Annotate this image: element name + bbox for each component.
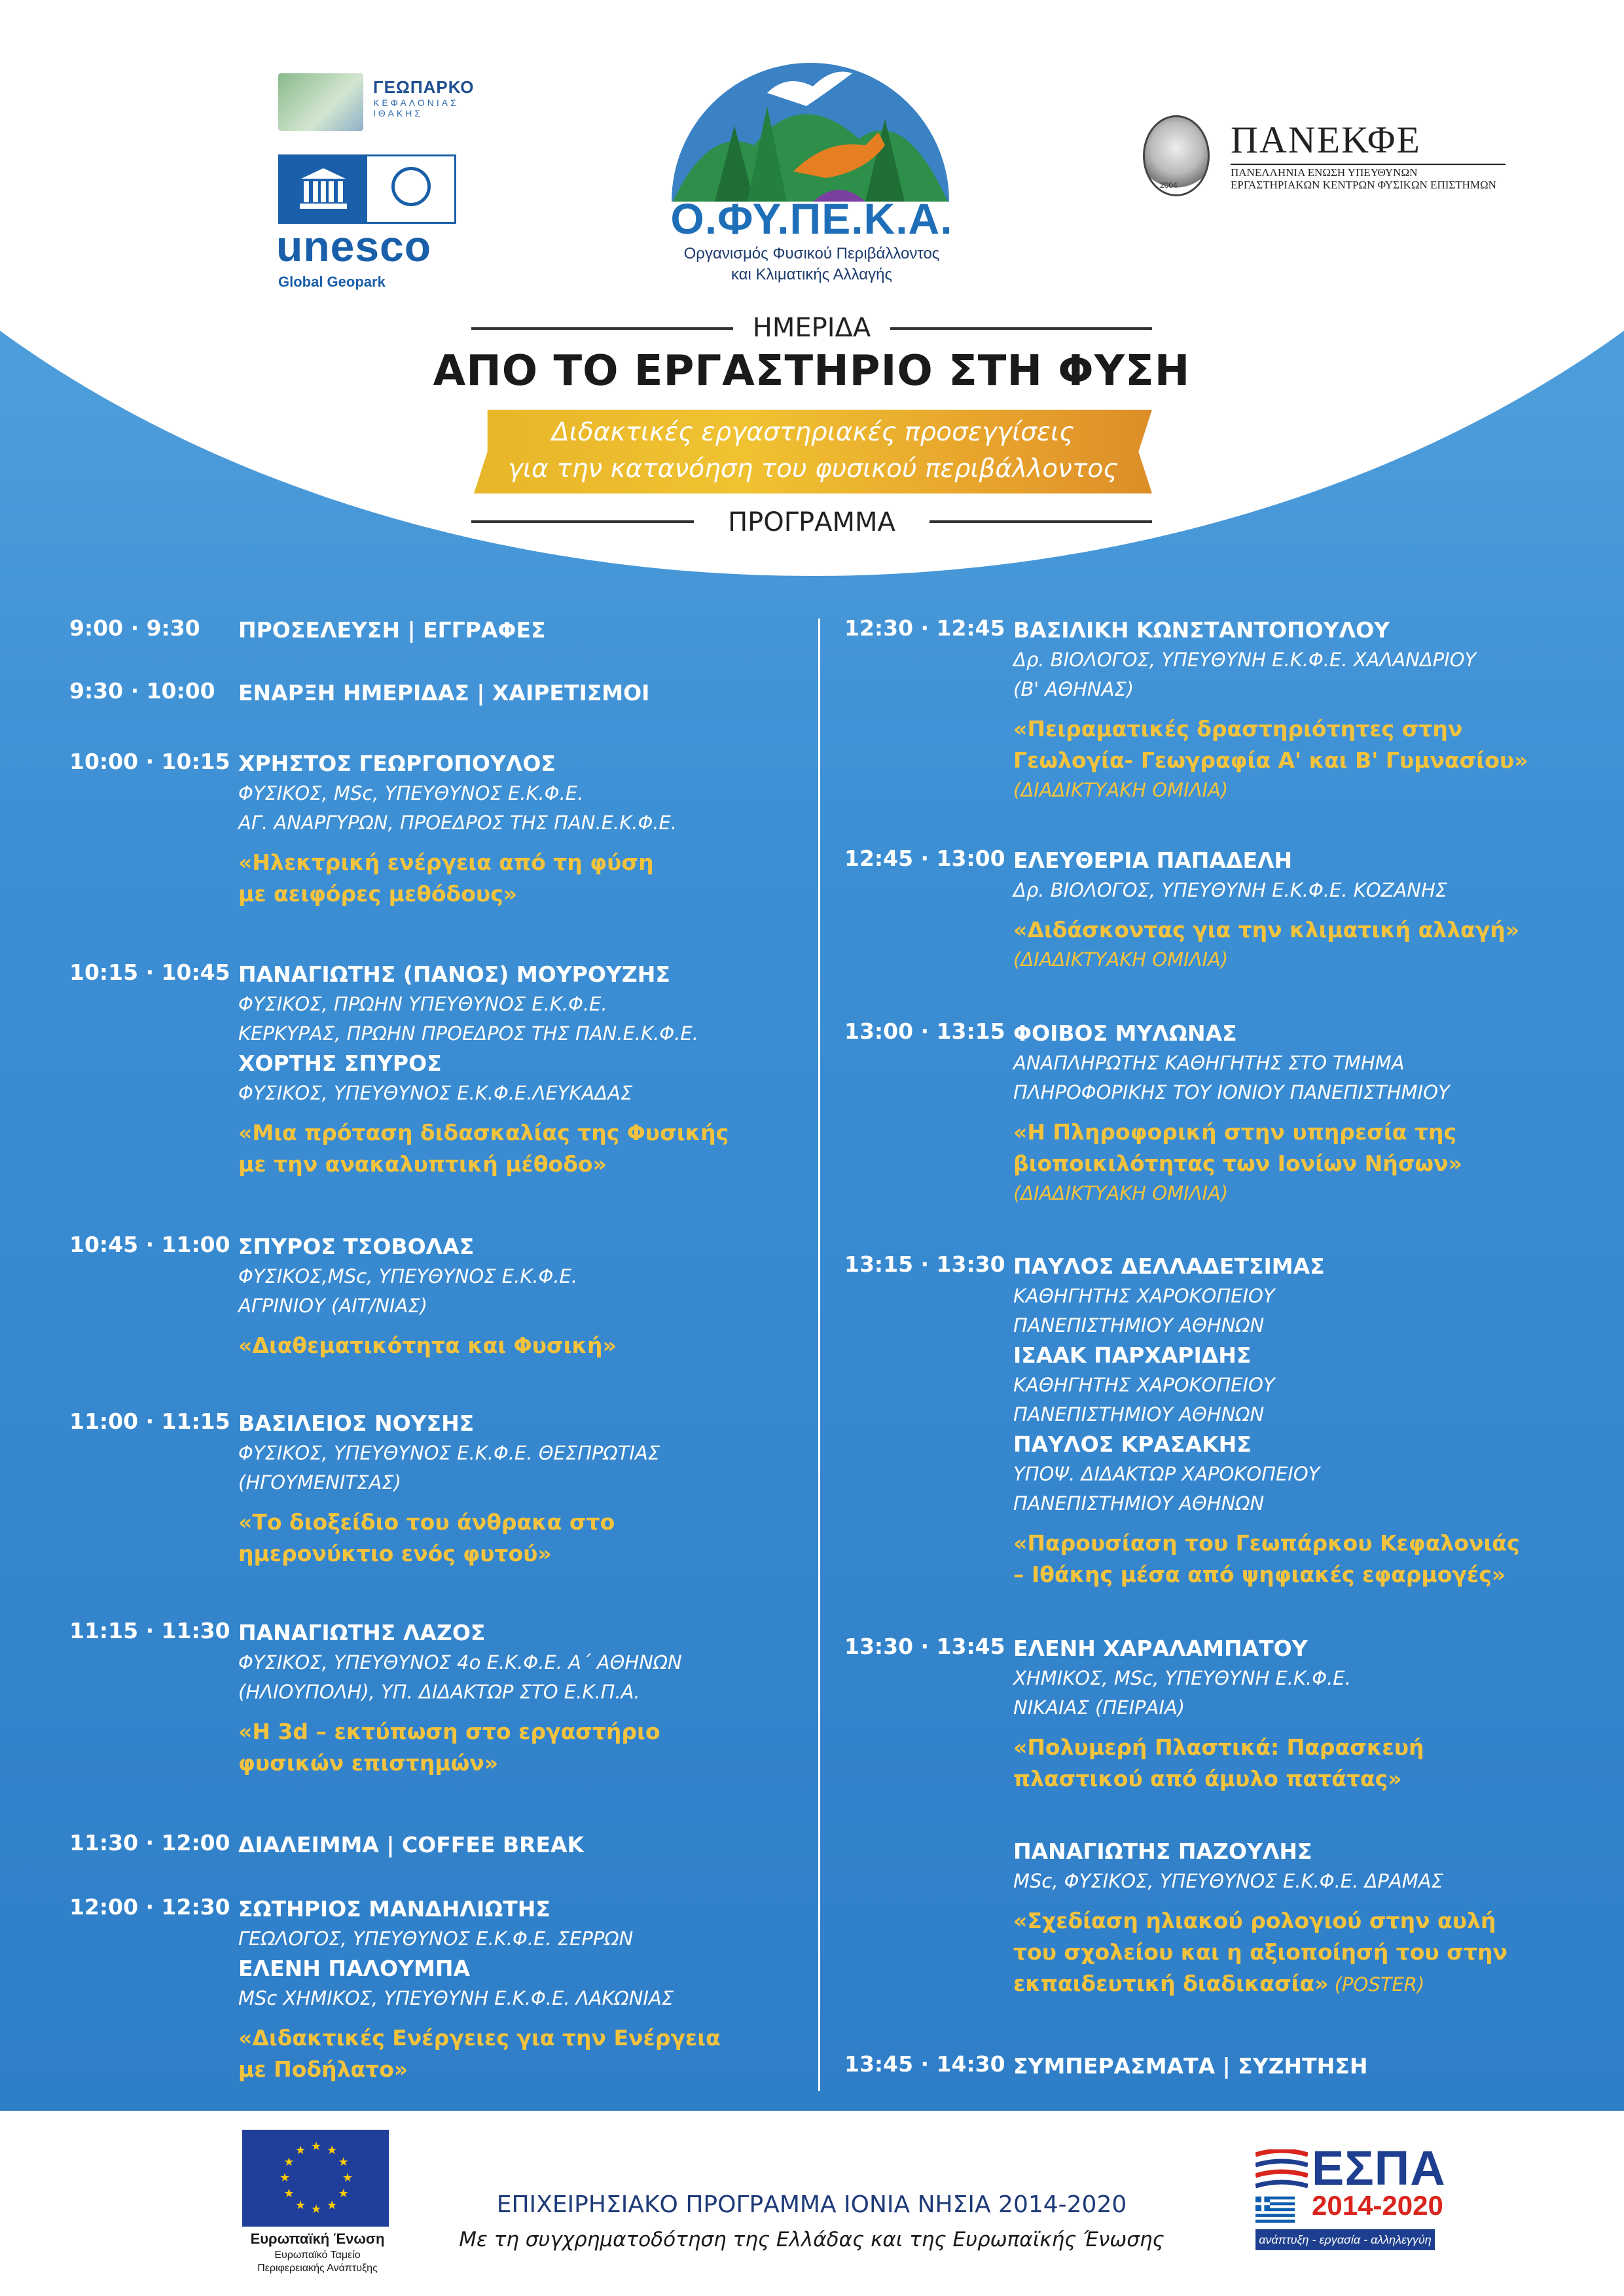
entry-text: ΠΑΝΕΠΙΣΤΗΜΙΟΥ ΑΘΗΝΩΝ: [1013, 1403, 1265, 1426]
talk-title: [1013, 1732, 1602, 1763]
entry-text: «Διδακτικές Ενέργειες για την Ενέργεια: [238, 2025, 721, 2051]
unesco-subtitle: Global Geopark: [278, 274, 386, 290]
entry-text: με Ποδήλατο»: [238, 2056, 408, 2082]
event-type: ΗΜΕΡΙΔΑ: [752, 313, 871, 343]
entry-text: ΕΝΑΡΞΗ ΗΜΕΡΙΔΑΣ | ΧΑΙΡΕΤΙΣΜΟΙ: [238, 680, 650, 706]
entry-text: «Η Πληροφορική στην υπηρεσία της: [1013, 1119, 1457, 1145]
speaker-affiliation: [1013, 1371, 1602, 1400]
speaker-affiliation: [238, 1468, 827, 1498]
talk-title: [238, 2022, 827, 2054]
entry-text: με αειφόρες μεθόδους»: [238, 881, 518, 906]
entry-text: ΚΑΘΗΓΗΤΗΣ ΧΑΡΟΚΟΠΕΙΟΥ: [1013, 1285, 1275, 1307]
entry-text: ΑΝΑΠΛΗΡΩΤΗΣ ΚΑΘΗΓΗΤΗΣ ΣΤΟ ΤΜΗΜΑ: [1013, 1052, 1405, 1074]
entry-text: ΠΑΥΛΟΣ ΔΕΛΛΑΔΕΤΣΙΜΑΣ: [1013, 1253, 1325, 1279]
entry-text: «Η 3d – εκτύπωση στο εργαστήριο: [238, 1719, 660, 1744]
entry-text: ΦΥΣΙΚΟΣ, ΥΠΕΥΘΥΝΟΣ Ε.Κ.Φ.Ε. ΘΕΣΠΡΩΤΙΑΣ: [238, 1442, 660, 1464]
entry-text: «Πολυμερή Πλαστικά: Παρασκευή: [1013, 1734, 1424, 1760]
speaker-affiliation: [1013, 1489, 1602, 1518]
entry-text: MSc, ΦΥΣΙΚΟΣ, ΥΠΕΥΘΥΝΟΣ Ε.Κ.Φ.Ε. ΔΡΑΜΑΣ: [1013, 1870, 1443, 1892]
speaker-name: [238, 1894, 827, 1924]
talk-title: [1013, 1763, 1602, 1795]
talk-title: [238, 1538, 827, 1570]
entry-text: ΧΗΜΙΚΟΣ, MSc, ΥΠΕΥΘΥΝΗ Ε.Κ.Φ.Ε.: [1013, 1667, 1351, 1689]
entry-body: [238, 1232, 827, 1361]
entry-text: ΠΑΝΑΓΙΩΤΗΣ ΛΑΖΟΣ: [238, 1620, 486, 1645]
panekfe-subtitle-line1: ΠΑΝΕΛΛΗΝΙΑ ΕΝΩΣΗ ΥΠΕΥΘΥΝΩΝ: [1231, 166, 1418, 179]
speaker-affiliation: [1013, 1400, 1602, 1429]
eu-star-icon: ★: [327, 2198, 338, 2212]
speaker-affiliation: [238, 1079, 827, 1108]
speaker-affiliation: [1013, 645, 1602, 675]
speaker-name: [238, 1408, 827, 1439]
title-rule-right: [890, 327, 1152, 330]
entry-text: (Β' ΑΘΗΝΑΣ): [1013, 678, 1134, 700]
entry-text: ΣΥΜΠΕΡΑΣΜΑΤΑ | ΣΥΖΗΤΗΣΗ: [1013, 2053, 1368, 2079]
entry-text: ΦΥΣΙΚΟΣ, ΥΠΕΥΘΥΝΟΣ 4ο Ε.Κ.Φ.Ε. Α΄ ΑΘΗΝΩΝ: [238, 1651, 682, 1674]
entry-text: ΧΡΗΣΤΟΣ ΓΕΩΡΓΟΠΟΥΛΟΣ: [238, 751, 556, 776]
entry-text: «Διδάσκοντας για την κλιματική αλλαγή»: [1013, 917, 1520, 942]
entry-text: ΣΠΥΡΟΣ ΤΣΟΒΟΛΑΣ: [238, 1234, 475, 1259]
speaker-affiliation: [238, 1677, 827, 1707]
speaker-affiliation: [238, 1648, 827, 1677]
speaker-affiliation: [238, 1439, 827, 1468]
entry-text: «Παρουσίαση του Γεωπάρκου Κεφαλονιάς: [1013, 1530, 1520, 1556]
entry-text: ΕΛΕΝΗ ΧΑΡΑΛΑΜΠΑΤΟΥ: [1013, 1636, 1308, 1661]
speaker-affiliation: [238, 1291, 827, 1321]
talk-title: [238, 1748, 827, 1779]
talk-title: [238, 1716, 827, 1748]
entry-body: [238, 749, 827, 910]
speaker-affiliation: [238, 1924, 827, 1954]
entry-body: [1013, 846, 1602, 973]
entry-body: [1013, 1251, 1602, 1590]
eu-label: Ευρωπαϊκή Ένωση: [250, 2231, 385, 2247]
entry-text: με την ανακαλυπτική μέθοδο»: [238, 1151, 607, 1177]
entry-body: [1013, 1634, 1602, 1795]
talk-title: [238, 1117, 827, 1149]
geopark-line1: ΓΕΩΠΑΡΚΟ: [373, 77, 475, 97]
entry-text: ΚΕΡΚΥΡΑΣ, ΠΡΩΗΝ ΠΡΟΕΔΡΟΣ ΤΗΣ ΠΑΝ.Ε.Κ.Φ.Ε.: [238, 1022, 698, 1045]
page-title: ΑΠΟ ΤΟ ΕΡΓΑΣΤΗΡΙΟ ΣΤΗ ΦΥΣΗ: [433, 347, 1191, 395]
entry-text: ΠΑΝΕΠΙΣΤΗΜΙΟΥ ΑΘΗΝΩΝ: [1013, 1314, 1265, 1336]
eu-fund-line1: Ευρωπαϊκό Ταμείο: [274, 2250, 361, 2261]
entry-body: [1013, 615, 1602, 804]
entry-time: 10:00 · 10:15: [69, 749, 230, 774]
speaker-affiliation: [1013, 1867, 1602, 1896]
entry-text: ΠΑΥΛΟΣ ΚΡΑΣΑΚΗΣ: [1013, 1431, 1252, 1457]
talk-title: [1013, 1528, 1602, 1559]
entry-text: (ΗΛΙΟΥΠΟΛΗ), ΥΠ. ΔΙΔΑΚΤΩΡ ΣΤΟ Ε.Κ.Π.Α.: [238, 1681, 640, 1703]
talk-note: (POSTER): [1328, 1973, 1425, 1996]
speaker-name: [238, 1954, 827, 1984]
ofypeka-emblem-icon: [669, 47, 952, 202]
geopark-ring-icon: [391, 167, 431, 206]
entry-text: Δρ. ΒΙΟΛΟΓΟΣ, ΥΠΕΥΘΥΝΗ Ε.Κ.Φ.Ε. ΧΑΛΑΝΔΡΙΟΥ: [1013, 649, 1477, 671]
eu-star-icon: ★: [338, 2187, 349, 2200]
entry-body: [238, 1830, 827, 1860]
speaker-name: [1013, 1634, 1602, 1664]
eu-star-icon: ★: [295, 2144, 306, 2158]
speaker-name: [1013, 1837, 1602, 1867]
entry-time: 9:00 · 9:30: [69, 615, 200, 641]
entry-body: [1013, 1018, 1602, 1207]
entry-text: «Το διοξείδιο του άνθρακα στο: [238, 1509, 615, 1535]
entry-text: ΦΥΣΙΚΟΣ,MSc, ΥΠΕΥΘΥΝΟΣ Ε.Κ.Φ.Ε.: [238, 1265, 578, 1287]
speaker-name: [1013, 2051, 1602, 2081]
eu-fund: [223, 2249, 412, 2275]
speaker-name: [1013, 846, 1602, 876]
speaker-affiliation: [1013, 1282, 1602, 1311]
entry-text: ΠΑΝΑΓΙΩΤΗΣ ΠΑΖΟΥΛΗΣ: [1013, 1839, 1312, 1864]
espa-tagline: ανάπτυξη - εργασία - αλληλεγγύη: [1255, 2229, 1435, 2250]
speaker-name: [1013, 1251, 1602, 1282]
speaker-affiliation: [238, 779, 827, 808]
entry-body: [238, 615, 827, 645]
talk-title: [238, 847, 827, 878]
entry-time: 11:15 · 11:30: [69, 1618, 230, 1643]
entry-text: «Σχεδίαση ηλιακού ρολογιού στην αυλή: [1013, 1908, 1496, 1933]
entry-text: (ΔΙΑΔΙΚΤΥΑΚΗ ΟΜΙΛΙΑ): [1013, 1182, 1229, 1204]
panekfe-year: 2004: [1160, 181, 1178, 190]
geopark-line2: ΚΕΦΑΛΟΝΙΑΣ: [373, 98, 459, 108]
ofypeka-subtitle: [655, 243, 969, 285]
speaker-affiliation: [1013, 675, 1602, 704]
entry-time: 12:30 · 12:45: [844, 615, 1005, 641]
entry-time: 13:00 · 13:15: [844, 1018, 1005, 1044]
speaker-name: [238, 678, 827, 708]
entry-body: [238, 678, 827, 708]
speaker-affiliation: [1013, 1664, 1602, 1693]
entry-text: ΠΛΗΡΟΦΟΡΙΚΗΣ ΤΟΥ ΙΟΝΙΟΥ ΠΑΝΕΠΙΣΤΗΜΙΟΥ: [1013, 1081, 1450, 1103]
operational-program: ΕΠΙΧΕΙΡΗΣΙΑΚΟ ΠΡΟΓΡΑΜΜΑ ΙΟΝΙΑ ΝΗΣΙΑ 2014-2020: [496, 2191, 1127, 2218]
entry-text: ΥΠΟΨ. ΔΙΔΑΚΤΩΡ ΧΑΡΟΚΟΠΕΙΟΥ: [1013, 1463, 1320, 1485]
entry-body: [1013, 1837, 1602, 2000]
talk-title: [238, 1507, 827, 1538]
entry-text: (ΗΓΟΥΜΕΝΙΤΣΑΣ): [238, 1471, 401, 1494]
speaker-affiliation: [238, 1262, 827, 1291]
entry-text: ΑΓ. ΑΝΑΡΓΥΡΩΝ, ΠΡΟΕΔΡΟΣ ΤΗΣ ΠΑΝ.Ε.Κ.Φ.Ε.: [238, 812, 677, 834]
entry-text: ΑΓΡΙΝΙΟΥ (ΑΙΤ/ΝΙΑΣ): [238, 1295, 427, 1317]
program-label: ΠΡΟΓΡΑΜΜΑ: [728, 507, 895, 537]
entry-text: MSc ΧΗΜΙΚΟΣ, ΥΠΕΥΘΥΝΗ Ε.Κ.Φ.Ε. ΛΑΚΩΝΙΑΣ: [238, 1987, 674, 2009]
entry-text: ημερονύκτιο ενός φυτού»: [238, 1541, 552, 1566]
entry-text: ΕΛΕΥΘΕΡΙΑ ΠΑΠΑΔΕΛΗ: [1013, 848, 1293, 873]
eu-star-icon: ★: [327, 2144, 338, 2158]
entry-text: ΦΟΙΒΟΣ ΜΥΛΩΝΑΣ: [1013, 1020, 1237, 1046]
entry-text: εκπαιδευτική διαδικασία»: [1013, 1971, 1329, 1996]
entry-text: ΠΡΟΣΕΛΕΥΣΗ | ΕΓΓΡΑΦΕΣ: [238, 617, 546, 643]
talk-title: [238, 878, 827, 910]
eu-star-icon: ★: [295, 2198, 306, 2212]
entry-text: ΦΥΣΙΚΟΣ, MSc, ΥΠΕΥΘΥΝΟΣ Ε.Κ.Φ.Ε.: [238, 782, 584, 804]
entry-text: (ΔΙΑΔΙΚΤΥΑΚΗ ΟΜΙΛΙΑ): [1013, 948, 1229, 971]
entry-time: 12:00 · 12:30: [69, 1894, 230, 1920]
temple-icon: [298, 166, 348, 211]
espa-years: 2014-2020: [1312, 2190, 1443, 2221]
entry-text: ΕΛΕΝΗ ΠΑΛΟΥΜΠΑ: [238, 1956, 470, 1981]
eu-star-icon: ★: [283, 2187, 295, 2200]
speaker-name: [1013, 1429, 1602, 1460]
speaker-affiliation: [1013, 1693, 1602, 1723]
eu-star-icon: ★: [283, 2155, 295, 2169]
entry-text: «Ηλεκτρική ενέργεια από τη φύση: [238, 850, 654, 875]
talk-title: [1013, 1905, 1602, 1937]
entry-text: ΣΩΤΗΡΙΟΣ ΜΑΝΔΗΛΙΩΤΗΣ: [238, 1896, 550, 1922]
talk-title: [238, 1330, 827, 1361]
entry-text: «Πειραματικές δραστηριότητες στην: [1013, 716, 1463, 742]
unesco-emblem-icon: [278, 154, 456, 224]
entry-text: βιοποικιλότητας των Ιονίων Νήσων»: [1013, 1151, 1462, 1176]
speaker-affiliation: [1013, 1078, 1602, 1107]
geopark-logo-icon: [278, 73, 363, 131]
ofypeka-subtitle-line2: και Κλιματικής Αλλαγής: [731, 266, 893, 283]
speaker-affiliation: [238, 990, 827, 1019]
talk-title: [1013, 745, 1602, 776]
entry-text: ΒΑΣΙΛΕΙΟΣ ΝΟΥΣΗΣ: [238, 1410, 475, 1436]
speaker-affiliation: [238, 1984, 827, 2013]
entry-text: ΠΑΝΕΠΙΣΤΗΜΙΟΥ ΑΘΗΝΩΝ: [1013, 1492, 1265, 1515]
entry-time: 9:30 · 10:00: [69, 678, 215, 704]
talk-title: [1013, 1559, 1602, 1590]
talk-note: [1013, 1179, 1602, 1207]
entry-text: «Μια πρόταση διδασκαλίας της Φυσικής: [238, 1120, 729, 1145]
entry-text: – Ιθάκης μέσα από ψηφιακές εφαρμογές»: [1013, 1562, 1506, 1587]
entry-body: [238, 1618, 827, 1779]
talk-title: [1013, 1968, 1602, 2000]
speaker-affiliation: [238, 1019, 827, 1049]
eu-flag-icon: [242, 2130, 389, 2227]
unesco-wordmark: unesco: [276, 222, 432, 270]
panekfe-subtitle-line2: ΕΡΓΑΣΤΗΡΙΑΚΩΝ ΚΕΝΤΡΩΝ ΦΥΣΙΚΩΝ ΕΠΙΣΤΗΜΩΝ: [1231, 179, 1496, 191]
talk-title: [1013, 1117, 1602, 1148]
eu-star-icon: ★: [311, 2202, 322, 2216]
talk-title: [1013, 713, 1602, 745]
panekfe-subtitle: [1231, 164, 1506, 191]
ofypeka-subtitle-line1: Οργανισμός Φυσικού Περιβάλλοντος: [683, 245, 940, 262]
speaker-name: [1013, 1340, 1602, 1371]
entry-text: του σχολείου και η αξιοποίησή του στην: [1013, 1939, 1507, 1965]
cofunding-note: Με τη συγχρηματοδότηση της Ελλάδας και της Ευρωπαϊκής Ένωσης: [459, 2228, 1164, 2251]
speaker-affiliation: [1013, 1460, 1602, 1489]
entry-text: ΚΑΘΗΓΗΤΗΣ ΧΑΡΟΚΟΠΕΙΟΥ: [1013, 1374, 1275, 1396]
entry-text: ΦΥΣΙΚΟΣ, ΠΡΩΗΝ ΥΠΕΥΘΥΝΟΣ Ε.Κ.Φ.Ε.: [238, 993, 607, 1015]
program-rule-right: [929, 520, 1152, 523]
entry-body: [1013, 2051, 1602, 2081]
speaker-name: [238, 615, 827, 645]
speaker-name: [238, 1618, 827, 1648]
eu-star-icon: ★: [311, 2140, 322, 2153]
entry-text: φυσικών επιστημών»: [238, 1750, 499, 1776]
speaker-name: [1013, 615, 1602, 645]
entry-time: 13:30 · 13:45: [844, 1634, 1005, 1659]
panekfe-title: ΠΑΝΕΚΦΕ: [1231, 118, 1421, 161]
entry-body: [238, 960, 827, 1180]
eu-star-icon: ★: [280, 2171, 291, 2185]
entry-time: 12:45 · 13:00: [844, 846, 1005, 871]
talk-note: [1013, 776, 1602, 804]
speaker-name: [238, 1830, 827, 1860]
entry-text: ΦΥΣΙΚΟΣ, ΥΠΕΥΘΥΝΟΣ Ε.Κ.Φ.Ε.ΛΕΥΚΑΔΑΣ: [238, 1082, 633, 1104]
entry-text: πλαστικού από άμυλο πατάτας»: [1013, 1766, 1402, 1791]
speaker-name: [238, 1232, 827, 1262]
ofypeka-title: Ο.ΦΥ.ΠΕ.Κ.Α.: [670, 194, 953, 243]
entry-body: [238, 1408, 827, 1570]
entry-time: 10:15 · 10:45: [69, 960, 230, 985]
banner-line2: για την κατανόηση του φυσικού περιβάλλοντος: [507, 454, 1119, 484]
talk-title: [1013, 1148, 1602, 1179]
espa-wordmark: ΕΣΠΑ: [1312, 2141, 1446, 2195]
program-rule-left: [471, 520, 694, 523]
talk-title: [238, 1149, 827, 1180]
talk-note: [1013, 946, 1602, 973]
espa-stripes-icon: [1255, 2149, 1308, 2189]
entry-text: ΒΑΣΙΛΙΚΗ ΚΩΝΣΤΑΝΤΟΠΟΥΛΟΥ: [1013, 617, 1390, 643]
entry-text: ΙΣΑΑΚ ΠΑΡΧΑΡΙΔΗΣ: [1013, 1342, 1252, 1368]
entry-text: (ΔΙΑΔΙΚΤΥΑΚΗ ΟΜΙΛΙΑ): [1013, 779, 1229, 801]
entry-text: «Διαθεματικότητα και Φυσική»: [238, 1333, 617, 1358]
entry-text: Γεωλογία- Γεωγραφία Α' και Β' Γυμνασίου»: [1013, 747, 1528, 773]
speaker-name: [238, 749, 827, 779]
entry-time: 11:00 · 11:15: [69, 1408, 230, 1434]
speaker-affiliation: [238, 808, 827, 838]
greek-flag-icon: [1255, 2197, 1295, 2223]
entry-time: 13:45 · 14:30: [844, 2051, 1005, 2077]
entry-body: [238, 1894, 827, 2085]
speaker-name: [1013, 1018, 1602, 1049]
speaker-name: [238, 960, 827, 990]
speaker-affiliation: [1013, 1311, 1602, 1340]
entry-text: ΓΕΩΛΟΓΟΣ, ΥΠΕΥΘΥΝΟΣ Ε.Κ.Φ.Ε. ΣΕΡΡΩΝ: [238, 1928, 634, 1950]
speaker-affiliation: [1013, 876, 1602, 905]
talk-title: [238, 2054, 827, 2085]
entry-text: ΠΑΝΑΓΙΩΤΗΣ (ΠΑΝΟΣ) ΜΟΥΡΟΥΖΗΣ: [238, 961, 670, 987]
geopark-line3: ΙΘΑΚΗΣ: [373, 108, 423, 118]
entry-text: ΔΙΑΛΕΙΜΜΑ | COFFEE BREAK: [238, 1832, 585, 1857]
speaker-affiliation: [1013, 1049, 1602, 1078]
entry-text: Δρ. ΒΙΟΛΟΓΟΣ, ΥΠΕΥΘΥΝΗ Ε.Κ.Φ.Ε. ΚΟΖΑΝΗΣ: [1013, 879, 1448, 901]
talk-title: [1013, 1937, 1602, 1968]
entry-time: 11:30 · 12:00: [69, 1830, 230, 1856]
eu-fund-line2: Περιφερειακής Ανάπτυξης: [257, 2263, 378, 2274]
title-rule-left: [471, 327, 733, 330]
entry-time: 13:15 · 13:30: [844, 1251, 1005, 1277]
banner-line1: Διδακτικές εργαστηριακές προσεγγίσεις: [551, 418, 1075, 447]
talk-title: [1013, 914, 1602, 946]
speaker-name: [238, 1049, 827, 1079]
entry-text: ΝΙΚΑΙΑΣ (ΠΕΙΡΑΙΑ): [1013, 1696, 1185, 1719]
eu-star-icon: ★: [342, 2171, 353, 2185]
geopark-logo-text: [373, 77, 475, 118]
entry-time: 10:45 · 11:00: [69, 1232, 230, 1257]
entry-text: ΧΟΡΤΗΣ ΣΠΥΡΟΣ: [238, 1050, 442, 1076]
eu-star-icon: ★: [338, 2155, 349, 2169]
